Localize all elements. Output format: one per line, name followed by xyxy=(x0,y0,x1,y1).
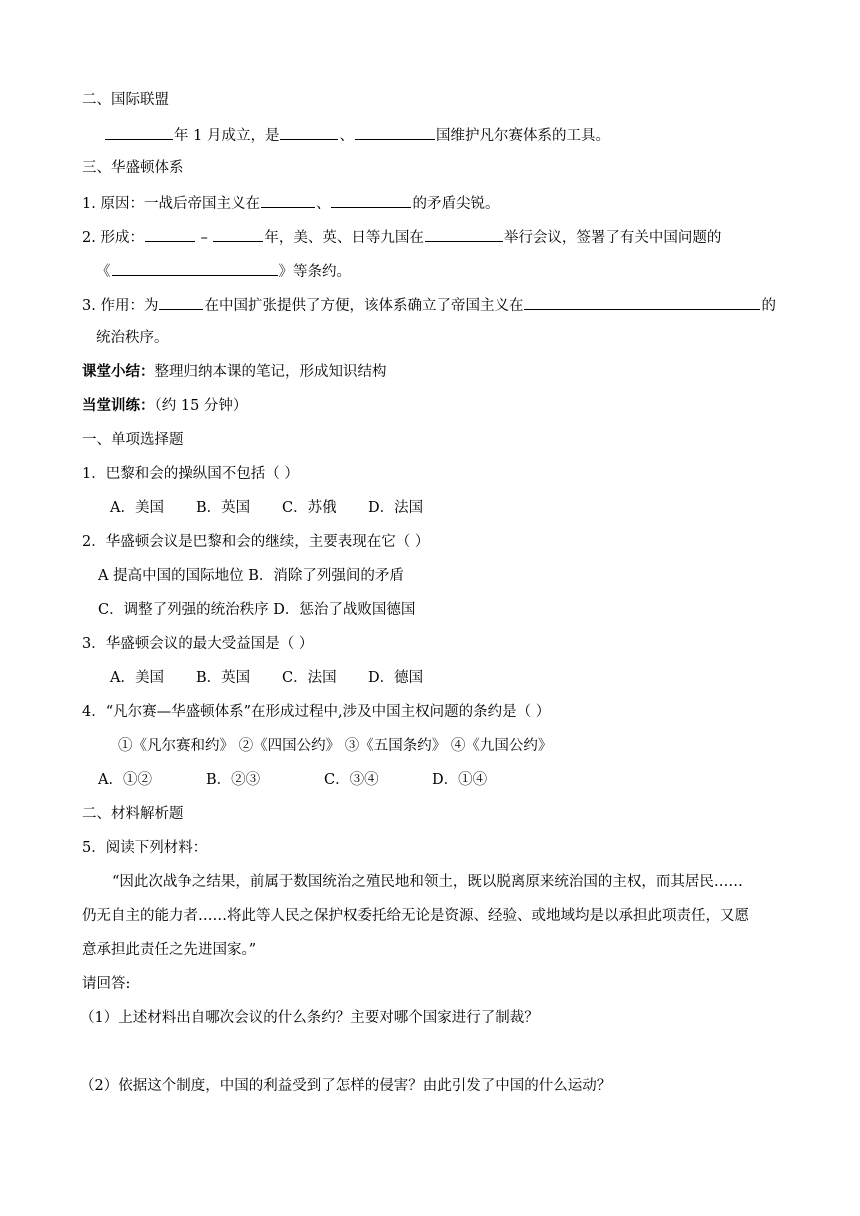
item-cause: 1. 原因：一战后帝国主义在 、 的矛盾尖锐。 xyxy=(82,192,499,214)
option[interactable]: A．美国 xyxy=(110,500,164,516)
blank[interactable] xyxy=(112,260,278,276)
question-3: 3．华盛顿会议的最大受益国是（ ） xyxy=(82,636,314,652)
question-4: 4．“凡尔赛—华盛顿体系”在形成过程中,涉及中国主权问题的条约是（ ） xyxy=(82,704,551,720)
sub-question-2: （2）依据这个制度，中国的利益受到了怎样的侵害？由此引发了中国的什么运动？ xyxy=(80,1078,612,1094)
class-practice: 当堂训练：（约 15 分钟） xyxy=(82,397,248,414)
option[interactable]: A．①② xyxy=(98,772,152,788)
answer-prompt: 请回答: xyxy=(82,976,131,992)
league-fill-line: 年 1 月成立，是 、 国维护凡尔赛体系的工具。 xyxy=(104,124,610,146)
option[interactable]: B．英国 xyxy=(196,500,251,516)
material-quote-line-2: 仍无自主的能力者……将此等人民之保护权委托给无论是资源、经验、或地域均是以承担此项责任，又愿 xyxy=(82,908,749,924)
blank[interactable] xyxy=(213,226,263,242)
question-2-options-cd[interactable]: C．调整了列强的统治秩序 D．惩治了战败国德国 xyxy=(98,602,416,618)
class-summary: 课堂小结：整理归纳本课的笔记，形成知识结构 xyxy=(82,363,387,380)
section-league-title: 二、国际联盟 xyxy=(82,92,169,108)
blank[interactable] xyxy=(425,226,503,242)
blank[interactable] xyxy=(159,294,203,310)
sub-question-1: （1）上述材料出自哪次会议的什么条约？主要对哪个国家进行了制裁？ xyxy=(80,1010,539,1026)
material-quote-line-1: “因此次战争之结果，前属于数国统治之殖民地和领土，既以脱离原来统治国的主权，而其居民…… xyxy=(112,874,743,890)
blank[interactable] xyxy=(355,124,435,140)
option[interactable]: B．②③ xyxy=(206,772,261,788)
option[interactable]: C．③④ xyxy=(324,772,379,788)
material-quote-line-3: 意承担此责任之先进国家。” xyxy=(82,942,257,958)
blank[interactable] xyxy=(524,294,760,310)
item-formation: 2. 形成： – 年，美、英、日等九国在 举行会议，签署了有关中国问题的 xyxy=(82,226,721,248)
mc-section-title: 一、单项选择题 xyxy=(82,432,184,448)
option[interactable]: C．法国 xyxy=(282,670,337,686)
question-2: 2．华盛顿会议是巴黎和会的继续，主要表现在它（ ） xyxy=(82,534,430,550)
item-effect-cont: 统治秩序。 xyxy=(96,330,169,346)
question-2-options-ab[interactable]: A 提高中国的国际地位 B．消除了列强间的矛盾 xyxy=(98,568,404,584)
blank[interactable] xyxy=(280,124,338,140)
option[interactable]: D．法国 xyxy=(368,500,424,516)
question-1: 1．巴黎和会的操纵国不包括（ ） xyxy=(82,466,299,482)
item-effect: 3. 作用：为 在中国扩张提供了方便，该体系确立了帝国主义在 的 xyxy=(82,294,776,316)
option[interactable]: D．①④ xyxy=(432,772,488,788)
section-washington-title: 三、华盛顿体系 xyxy=(82,160,184,176)
option[interactable]: A．美国 xyxy=(110,670,164,686)
question-4-options xyxy=(98,770,487,790)
question-3-options xyxy=(110,668,423,688)
question-5: 5．阅读下列材料： xyxy=(82,840,208,856)
option[interactable]: B．英国 xyxy=(196,670,251,686)
blank[interactable] xyxy=(331,192,411,208)
material-section-title: 二、材料解析题 xyxy=(82,806,184,822)
question-1-options xyxy=(110,498,423,518)
blank[interactable] xyxy=(105,124,173,140)
item-formation-cont: 《 》等条约。 xyxy=(96,260,351,282)
option[interactable]: C．苏俄 xyxy=(282,500,337,516)
option[interactable]: D．德国 xyxy=(368,670,424,686)
question-4-items: ①《凡尔赛和约》 ②《四国公约》 ③《五国条约》 ④《九国公约》 xyxy=(118,738,553,754)
blank[interactable] xyxy=(145,226,195,242)
blank[interactable] xyxy=(261,192,315,208)
